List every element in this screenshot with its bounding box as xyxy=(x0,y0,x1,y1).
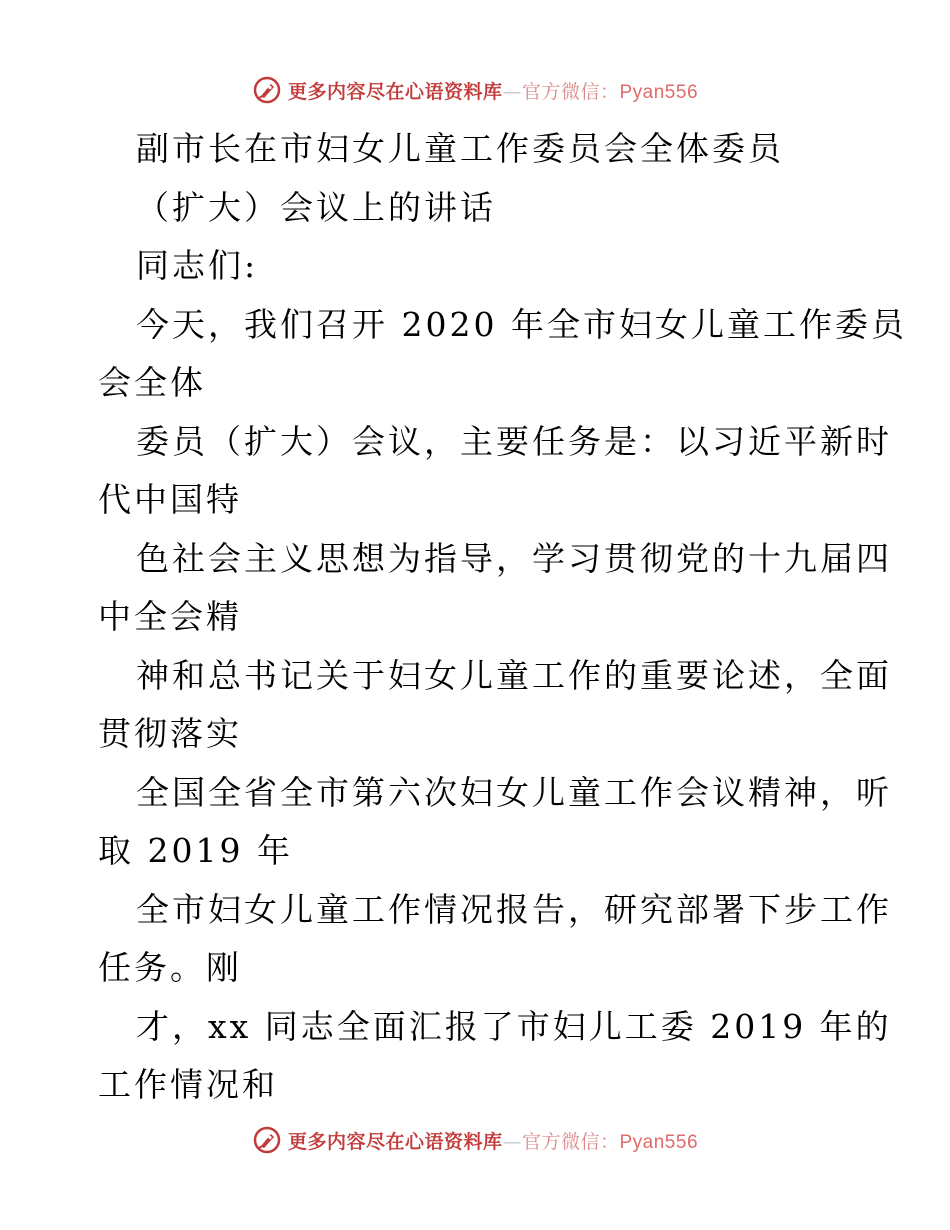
document-body xyxy=(98,120,907,1115)
paragraph-line: 色社会主义思想为指导，学习贯彻党的十九届四 xyxy=(136,538,892,578)
paragraph-line: 任务。刚 xyxy=(98,948,242,987)
paragraph-line: 贯彻落实 xyxy=(98,714,242,753)
watermark-wechat-label: 官方微信： xyxy=(521,80,620,103)
watermark-text xyxy=(288,77,698,104)
paragraph-line: 神和总书记关于妇女儿童工作的重要论述，全面 xyxy=(136,655,892,695)
salutation: 同志们: xyxy=(136,246,259,285)
paragraph-line: 会全体 xyxy=(98,363,206,402)
pen-nib-circle-icon xyxy=(252,75,282,105)
header-watermark-banner xyxy=(0,70,950,110)
paragraph-line: 全国全省全市第六次妇女儿童工作会议精神，听 xyxy=(136,772,892,812)
watermark-separator: — xyxy=(502,80,522,103)
pen-nib-circle-icon xyxy=(252,1125,282,1155)
paragraph-lines xyxy=(98,296,907,1115)
watermark-wechat-id: Pyan556 xyxy=(619,81,699,103)
paragraph-line: 中全会精 xyxy=(98,597,242,636)
document-title-line-1: 副市长在市妇女儿童工作委员会全体委员 xyxy=(136,129,784,168)
watermark-wechat-id: Pyan556 xyxy=(619,1131,699,1153)
watermark-content xyxy=(252,1125,698,1155)
paragraph-line: 才，xx 同志全面汇报了市妇儿工委 2019 年的 xyxy=(136,1006,892,1046)
watermark-text xyxy=(288,1127,698,1154)
watermark-wechat-label: 官方微信： xyxy=(521,1130,620,1153)
paragraph-line: 委员（扩大）会议，主要任务是：以习近平新时 xyxy=(136,421,892,461)
paragraph-line: 今天，我们召开 2020 年全市妇女儿童工作委员 xyxy=(136,304,907,344)
watermark-separator: — xyxy=(502,1130,522,1153)
paragraph-line: 工作情况和 xyxy=(98,1065,278,1104)
paragraph-line: 全市妇女儿童工作情况报告，研究部署下步工作 xyxy=(136,889,892,929)
paragraph-line: 取 2019 年 xyxy=(98,831,293,870)
watermark-main-text: 更多内容尽在心语资料库 xyxy=(287,80,503,103)
watermark-main-text: 更多内容尽在心语资料库 xyxy=(287,1130,503,1153)
document-title-line-2: （扩大）会议上的讲话 xyxy=(136,187,496,227)
watermark-content xyxy=(252,75,698,105)
paragraph-line: 代中国特 xyxy=(98,480,242,519)
footer-watermark-banner xyxy=(0,1120,950,1160)
